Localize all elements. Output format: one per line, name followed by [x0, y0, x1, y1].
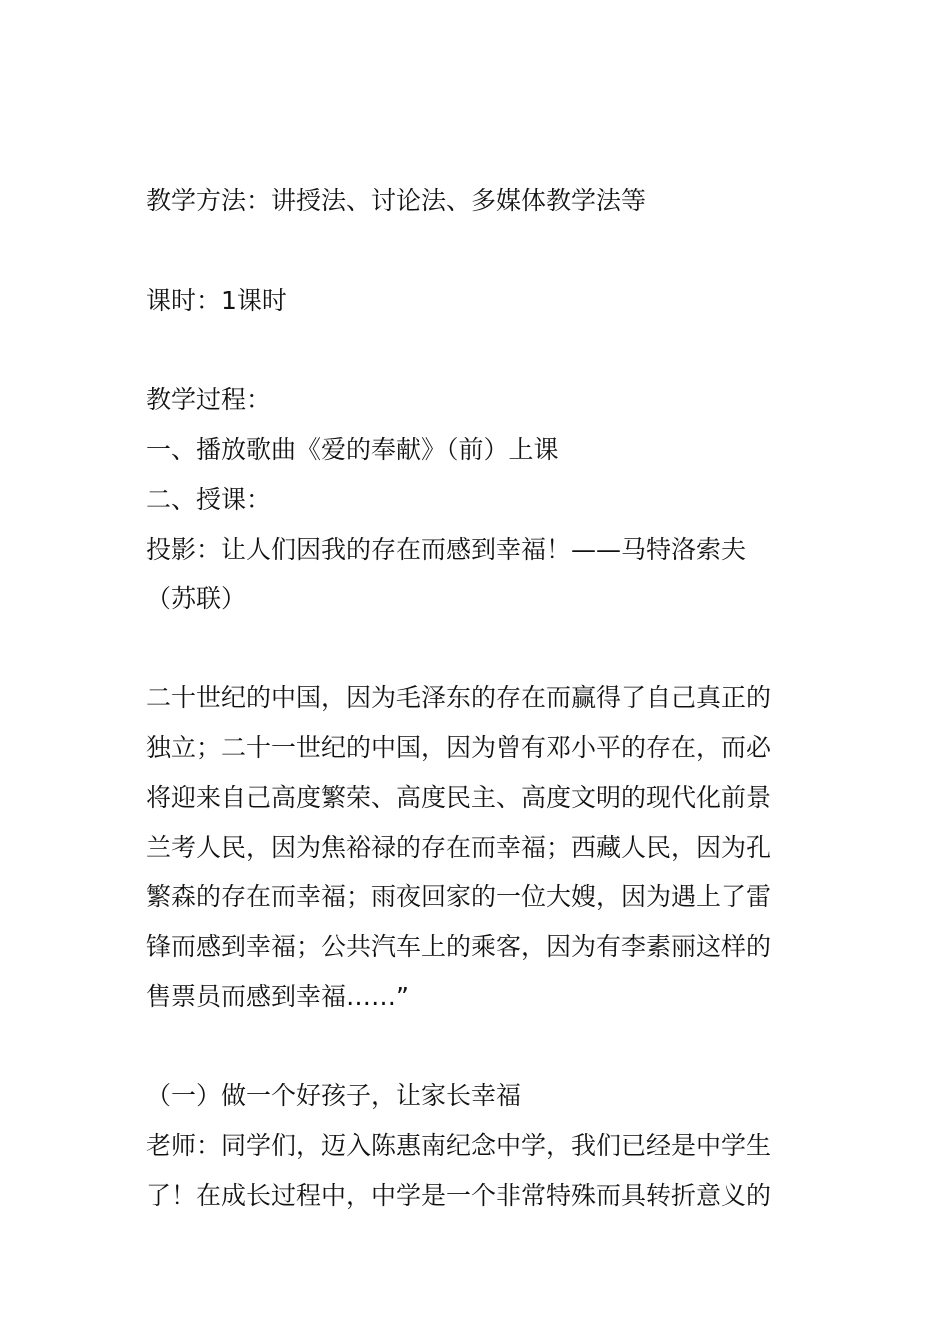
paragraph-line: 独立；二十一世纪的中国，因为曾有邓小平的存在，而必 [146, 733, 772, 762]
teaching-process-heading: 教学过程： [146, 385, 272, 414]
paragraph-line: 兰考人民，因为焦裕禄的存在而幸福；西藏人民，因为孔 [146, 833, 772, 862]
paragraph-line: 将迎来自己高度繁荣、高度民主、高度文明的现代化前景 [146, 783, 772, 812]
section-heading: （一）做一个好孩子，让家长幸福 [146, 1081, 522, 1110]
paragraph-line: 锋而感到幸福；公共汽车上的乘客，因为有李素丽这样的 [146, 932, 772, 961]
projection-quote-source: （苏联） [146, 584, 247, 613]
class-hours-line: 课时：1课时 [146, 286, 287, 315]
paragraph-line: 繁森的存在而幸福；雨夜回家的一位大嫂，因为遇上了雷 [146, 882, 772, 911]
teacher-speech-line: 老师：同学们，迈入陈惠南纪念中学，我们已经是中学生 [146, 1131, 772, 1160]
teaching-methods-line: 教学方法：讲授法、讨论法、多媒体教学法等 [146, 186, 647, 215]
projection-quote-line: 投影：让人们因我的存在而感到幸福！——马特洛索夫 [146, 535, 747, 564]
step-one-line: 一、播放歌曲《爱的奉献》（前）上课 [146, 435, 559, 464]
step-two-line: 二、授课： [146, 485, 272, 514]
teacher-speech-line: 了！在成长过程中，中学是一个非常特殊而具转折意义的 [146, 1181, 772, 1210]
paragraph-line: 售票员而感到幸福……” [146, 982, 409, 1011]
paragraph-line: 二十世纪的中国，因为毛泽东的存在而赢得了自己真正的 [146, 683, 772, 712]
